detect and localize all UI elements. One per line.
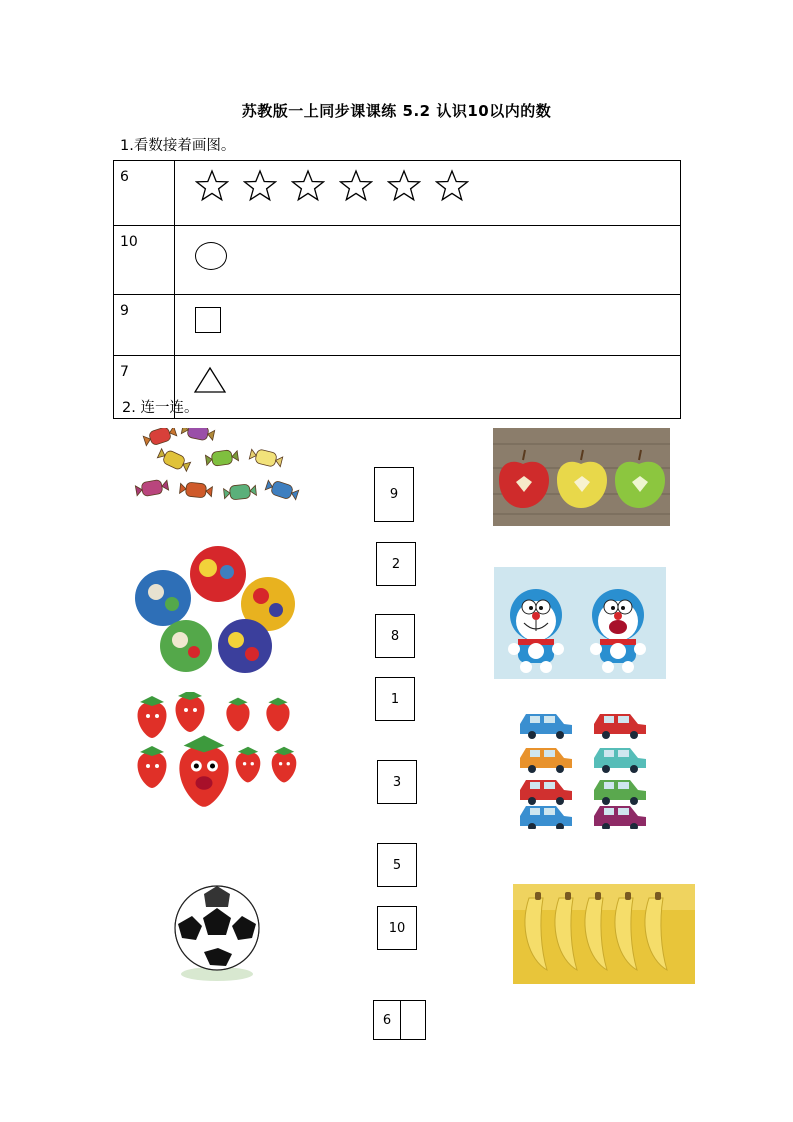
soccer-ball-picture [160,880,275,985]
star-icon [339,169,373,203]
number-box-8[interactable]: 8 [375,614,415,658]
table-row [114,356,681,419]
square-icon [195,307,221,333]
row-shapes[interactable] [175,226,681,295]
number-box-5[interactable]: 5 [377,843,417,887]
row-number: 7 [114,356,175,419]
number-box-6[interactable] [373,1000,426,1040]
table-row [114,226,681,295]
cars-picture [508,704,658,829]
bananas-picture [513,884,695,984]
candies-picture [130,428,310,528]
doraemon-picture [494,567,666,679]
number-box-3[interactable]: 3 [377,760,417,804]
row-number: 6 [114,161,175,226]
star-icon [291,169,325,203]
number-box-6-value: 6 [374,1001,401,1039]
row-number: 9 [114,295,175,356]
row-shapes[interactable] [175,356,681,419]
star-icon [195,169,229,203]
table-row [114,295,681,356]
question1-label: 1.看数接着画图。 [120,138,236,154]
number-box-6-empty [401,1001,425,1039]
number-box-2[interactable]: 2 [376,542,416,586]
number-box-1[interactable]: 1 [375,677,415,721]
circle-icon [195,242,227,270]
row-shapes[interactable] [175,295,681,356]
number-box-10[interactable]: 10 [377,906,417,950]
apples-picture [493,428,670,526]
row-number: 10 [114,226,175,295]
toy-balls-picture [128,546,308,676]
triangle-icon [193,366,227,394]
question2-label: 2. 连一连。 [122,400,199,416]
strawberries-picture [128,692,313,807]
star-icon [243,169,277,203]
number-box-9[interactable]: 9 [374,467,414,522]
table-row [114,161,681,226]
page-title: 苏教版一上同步课课练 5.2 认识10以内的数 [241,102,552,120]
star-row [181,165,674,203]
star-icon [387,169,421,203]
draw-table [113,160,681,419]
star-icon [435,169,469,203]
row-shapes[interactable] [175,161,681,226]
